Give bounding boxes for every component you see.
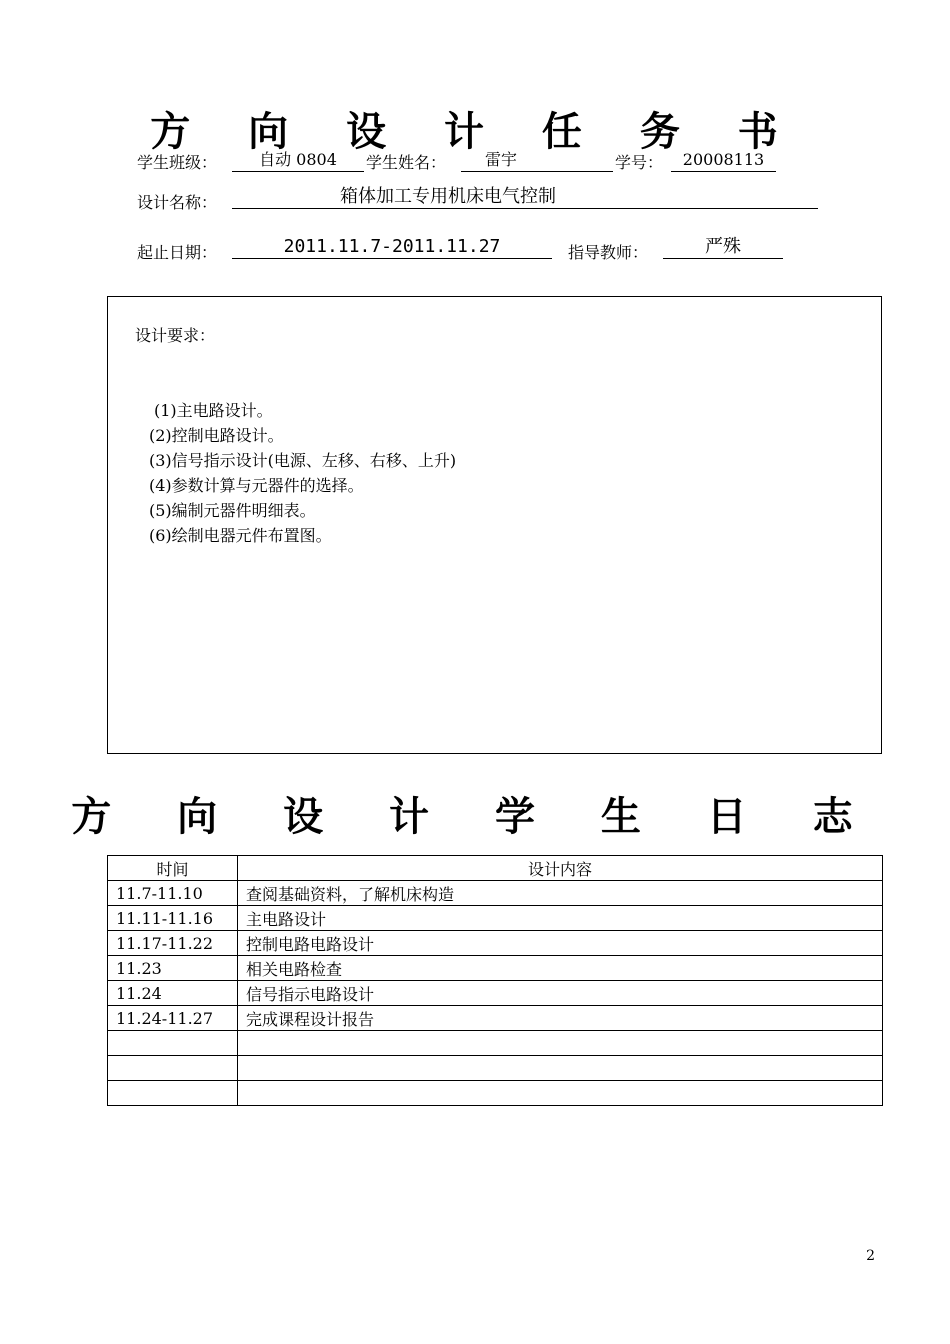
log-content-cell: 查阅基础资料，了解机床构造 (238, 881, 883, 906)
log-content-cell: 主电路设计 (238, 906, 883, 931)
log-time-cell: 11.7-11.10 (108, 881, 238, 906)
log-content-cell: 完成课程设计报告 (238, 1006, 883, 1031)
teacher-value: 严殊 (663, 236, 783, 259)
log-time-cell: 11.11-11.16 (108, 906, 238, 931)
log-content-cell (238, 1031, 883, 1056)
task-book-title: 方 向 设 计 任 务 书 (150, 108, 800, 155)
log-title: 方 向 设 计 学 生 日 志 (71, 793, 879, 840)
log-content-cell: 信号指示电路设计 (238, 981, 883, 1006)
table-row (108, 906, 883, 931)
log-time-cell (108, 1056, 238, 1081)
date-value: 2011.11.7-2011.11.27 (232, 236, 552, 259)
design-name-value (232, 186, 818, 209)
class-label: 学生班级： (137, 153, 218, 172)
id-value: 20008113 (671, 149, 776, 172)
table-row (108, 981, 883, 1006)
log-content-cell: 控制电路电路设计 (238, 931, 883, 956)
requirement-item: (2)控制电路设计。 (149, 426, 284, 445)
requirement-item: (5)编制元器件明细表。 (149, 501, 316, 520)
log-time-cell (108, 1081, 238, 1106)
log-content-cell (238, 1056, 883, 1081)
requirement-item: (6)绘制电器元件布置图。 (149, 526, 332, 545)
requirement-item: (4)参数计算与元器件的选择。 (149, 476, 364, 495)
log-table (107, 855, 883, 1106)
table-row (108, 956, 883, 981)
teacher-label: 指导教师： (568, 243, 649, 262)
log-time-cell: 11.24-11.27 (108, 1006, 238, 1031)
requirement-item: (1)主电路设计。 (154, 401, 273, 420)
log-time-cell: 11.23 (108, 956, 238, 981)
requirements-list (149, 398, 456, 548)
page-number: 2 (866, 1248, 875, 1264)
table-row (108, 931, 883, 956)
log-header-content: 设计内容 (238, 856, 883, 881)
table-row (108, 1081, 883, 1106)
table-row (108, 881, 883, 906)
name-label: 学生姓名： (366, 153, 447, 172)
log-time-cell (108, 1031, 238, 1056)
log-time-cell: 11.17-11.22 (108, 931, 238, 956)
log-time-cell: 11.24 (108, 981, 238, 1006)
name-value-text: 雷宇 (484, 150, 517, 169)
name-value (461, 149, 613, 172)
table-row (108, 1031, 883, 1056)
class-value: 自动 0804 (232, 149, 364, 172)
table-row (108, 1056, 883, 1081)
requirements-box (107, 296, 882, 754)
design-name-text: 箱体加工专用机床电气控制 (340, 186, 556, 207)
requirements-heading: 设计要求： (135, 326, 216, 345)
date-label: 起止日期： (137, 243, 218, 262)
table-row (108, 1006, 883, 1031)
id-label: 学号： (615, 153, 664, 172)
log-header-row (108, 856, 883, 881)
requirement-item: (3)信号指示设计(电源、左移、右移、上升) (149, 451, 457, 470)
log-content-cell (238, 1081, 883, 1106)
log-header-time: 时间 (108, 856, 238, 881)
log-content-cell: 相关电路检查 (238, 956, 883, 981)
design-name-label: 设计名称： (137, 193, 218, 212)
